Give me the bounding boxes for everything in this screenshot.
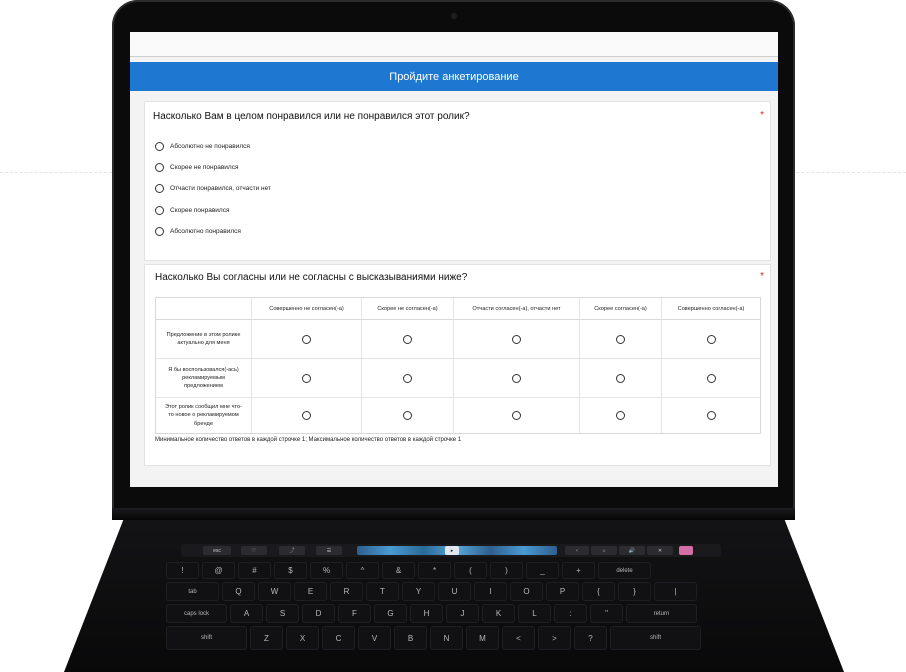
key[interactable]: [382, 562, 415, 579]
column-header: Совершенно согласен(-а): [662, 298, 760, 320]
key-label: &: [395, 566, 402, 575]
key[interactable]: [230, 604, 263, 623]
column-header: Скорее согласен(-а): [580, 298, 662, 320]
key-label: @: [214, 566, 223, 575]
key[interactable]: [366, 582, 399, 601]
key[interactable]: [446, 604, 479, 623]
key-label: $: [288, 566, 293, 575]
key-label: (: [469, 566, 472, 575]
brightness-icon[interactable]: ☼: [591, 546, 617, 555]
radio-button[interactable]: [403, 374, 412, 383]
key-label: W: [270, 587, 279, 596]
key[interactable]: [510, 582, 543, 601]
radio-button[interactable]: [707, 335, 716, 344]
key[interactable]: [610, 626, 701, 650]
radio-button[interactable]: [707, 374, 716, 383]
radio-button[interactable]: [155, 206, 164, 215]
option-label: Абсолютно понравился: [170, 228, 241, 235]
matrix-cell[interactable]: [362, 398, 454, 433]
key-label: _: [540, 566, 545, 575]
survey-banner: [130, 62, 778, 91]
key[interactable]: [166, 582, 219, 601]
key-label: F: [352, 609, 357, 618]
key-label: *: [432, 566, 437, 575]
key[interactable]: [474, 582, 507, 601]
key-label: |: [674, 587, 677, 596]
matrix-cell[interactable]: [252, 359, 362, 398]
key[interactable]: [310, 562, 343, 579]
row-label: Я бы воспользовался(-ась) рекламируемым предложением: [156, 359, 252, 398]
matrix-cell[interactable]: [580, 320, 662, 359]
key[interactable]: [554, 604, 587, 623]
decorative-dashes-left: [0, 172, 112, 174]
key[interactable]: [466, 626, 499, 650]
key-label: shift: [200, 635, 212, 641]
key[interactable]: [538, 626, 571, 650]
key[interactable]: [374, 604, 407, 623]
radio-option[interactable]: [155, 206, 229, 215]
key-label: ": [605, 609, 608, 618]
key[interactable]: [546, 582, 579, 601]
key[interactable]: [618, 582, 651, 601]
key-label: L: [532, 609, 537, 618]
radio-button[interactable]: [512, 335, 521, 344]
volume-icon[interactable]: 🔊: [619, 546, 645, 555]
matrix-cell[interactable]: [454, 359, 580, 398]
key-label: G: [387, 609, 394, 618]
key[interactable]: [402, 582, 435, 601]
key-label: M: [479, 633, 486, 643]
mute-icon[interactable]: ✕: [647, 546, 673, 555]
key[interactable]: [222, 582, 255, 601]
chevron-left-icon[interactable]: ‹: [565, 546, 589, 555]
key[interactable]: [482, 604, 515, 623]
matrix-cell[interactable]: [662, 359, 760, 398]
key-label: C: [335, 633, 342, 643]
key[interactable]: [274, 562, 307, 579]
key-label: ?: [588, 633, 593, 643]
key-label: P: [559, 587, 566, 596]
question-card-2: [144, 264, 771, 466]
matrix-grid: [155, 297, 761, 434]
radio-button[interactable]: [155, 227, 164, 236]
radio-button[interactable]: [302, 411, 311, 420]
menu-icon[interactable]: ☰: [316, 546, 342, 555]
key[interactable]: [202, 562, 235, 579]
option-label: Скорее понравился: [170, 207, 230, 214]
key-label: ): [505, 566, 508, 575]
key-label: R: [343, 587, 350, 596]
matrix-cell[interactable]: [362, 320, 454, 359]
camera-icon: [451, 13, 457, 19]
key[interactable]: [562, 562, 595, 579]
key[interactable]: [322, 626, 355, 650]
column-header: Совершенно не согласен(-а): [252, 298, 362, 320]
decorative-dashes-right: [796, 172, 906, 174]
radio-button[interactable]: [707, 411, 716, 420]
key[interactable]: [294, 582, 327, 601]
radio-button[interactable]: [512, 411, 521, 420]
radio-option[interactable]: [155, 163, 239, 172]
key-label: D: [315, 609, 322, 618]
matrix-corner: [156, 298, 252, 320]
key[interactable]: [250, 626, 283, 650]
key[interactable]: [338, 604, 371, 623]
key-label: A: [243, 609, 250, 618]
key[interactable]: [526, 562, 559, 579]
key-label: N: [443, 633, 450, 643]
key-label: delete: [616, 567, 633, 574]
key-label: B: [407, 633, 414, 643]
key-label: Y: [415, 587, 422, 596]
key[interactable]: [490, 562, 523, 579]
key-label: >: [552, 633, 557, 643]
question-card-1: [144, 101, 771, 261]
key[interactable]: [438, 582, 471, 601]
radio-option[interactable]: [155, 184, 271, 193]
radio-button[interactable]: [155, 184, 164, 193]
touch-bar: [181, 544, 721, 557]
key[interactable]: [166, 626, 247, 650]
key[interactable]: [302, 604, 335, 623]
key-label: !: [181, 566, 184, 575]
key-label: #: [252, 566, 257, 575]
play-icon[interactable]: ▸: [445, 546, 459, 555]
key[interactable]: [166, 604, 227, 623]
key-label: Z: [264, 633, 269, 643]
key-label: E: [307, 587, 314, 596]
row-label: Этот ролик сообщил мне что-то новое о рекламируемом бренде: [156, 398, 252, 433]
radio-button[interactable]: [155, 163, 164, 172]
option-label: Абсолютно не понравился: [170, 143, 250, 150]
key[interactable]: [518, 604, 551, 623]
key[interactable]: [598, 562, 651, 579]
required-mark: *: [760, 110, 764, 121]
key-label: V: [371, 633, 378, 643]
radio-button[interactable]: [302, 374, 311, 383]
matrix-cell[interactable]: [454, 398, 580, 433]
key-label: caps lock: [183, 610, 209, 617]
required-mark: *: [760, 271, 764, 282]
radio-button[interactable]: [403, 335, 412, 344]
key-label: ^: [360, 566, 365, 575]
radio-option[interactable]: [155, 227, 241, 236]
key-label: %: [322, 566, 331, 575]
matrix-cell[interactable]: [580, 398, 662, 433]
key-label: tab: [188, 588, 197, 595]
key[interactable]: [574, 626, 607, 650]
radio-button[interactable]: [512, 374, 521, 383]
key[interactable]: [286, 626, 319, 650]
key-label: Q: [235, 587, 242, 596]
key[interactable]: [238, 562, 271, 579]
radio-option[interactable]: [155, 142, 250, 151]
key[interactable]: [266, 604, 299, 623]
matrix-cell[interactable]: [362, 359, 454, 398]
radio-button[interactable]: [403, 411, 412, 420]
key[interactable]: [418, 562, 451, 579]
key[interactable]: [430, 626, 463, 650]
radio-button[interactable]: [616, 335, 625, 344]
key-label: H: [423, 609, 430, 618]
key-label: +: [576, 566, 581, 575]
matrix-cell[interactable]: [580, 359, 662, 398]
key-label: X: [299, 633, 306, 643]
radio-button[interactable]: [616, 374, 625, 383]
siri-icon[interactable]: [679, 546, 693, 555]
key[interactable]: [454, 562, 487, 579]
row-label: Предложение в этом ролике актуально для меня: [156, 320, 252, 359]
key[interactable]: [410, 604, 443, 623]
matrix-cell[interactable]: [252, 398, 362, 433]
key-label: S: [279, 609, 286, 618]
matrix-cell[interactable]: [662, 320, 760, 359]
key-label: I: [489, 587, 492, 596]
option-label: Скорее не понравился: [170, 164, 239, 171]
laptop-hinge: [112, 508, 795, 520]
key-label: {: [597, 587, 600, 596]
question-title: Насколько Вы согласны или не согласны с высказываниями ниже?: [155, 272, 468, 283]
banner-title: Пройдите анкетирование: [389, 70, 519, 83]
matrix-cell[interactable]: [662, 398, 760, 433]
matrix-cell[interactable]: [454, 320, 580, 359]
key[interactable]: [654, 582, 697, 601]
question-title: Насколько Вам в целом понравился или не понравился этот ролик?: [153, 111, 470, 122]
option-label: Отчасти понравился, отчасти нет: [170, 185, 271, 192]
key[interactable]: [166, 562, 199, 579]
column-header: Скорее не согласен(-а): [362, 298, 454, 320]
radio-button[interactable]: [302, 335, 311, 344]
key-label: shift: [649, 635, 661, 641]
answer-limit-note: Минимальное количество ответов в каждой строчке 1; Максимальное количество ответов в каждой строчке 1: [155, 437, 462, 443]
key-label: O: [523, 587, 530, 596]
key[interactable]: [358, 626, 391, 650]
column-header: Отчасти согласен(-а), отчасти нет: [454, 298, 580, 320]
key-label: K: [495, 609, 502, 618]
key-label: T: [380, 587, 385, 596]
key[interactable]: [582, 582, 615, 601]
share-icon[interactable]: ⤴: [279, 546, 305, 555]
laptop-screen: [130, 32, 778, 487]
key-label: return: [653, 610, 670, 617]
radio-button[interactable]: [616, 411, 625, 420]
key[interactable]: [258, 582, 291, 601]
key-label: J: [460, 609, 465, 618]
key[interactable]: [502, 626, 535, 650]
key[interactable]: [626, 604, 697, 623]
touchbar-esc[interactable]: esc: [203, 546, 231, 555]
key[interactable]: [346, 562, 379, 579]
key-label: :: [569, 609, 572, 618]
matrix-cell[interactable]: [252, 320, 362, 359]
key[interactable]: [330, 582, 363, 601]
page-top-strip: [130, 32, 778, 57]
key-label: <: [516, 633, 521, 643]
key-label: }: [633, 587, 636, 596]
radio-button[interactable]: [155, 142, 164, 151]
heart-icon[interactable]: ♡: [241, 546, 267, 555]
key-label: U: [451, 587, 458, 596]
key[interactable]: [590, 604, 623, 623]
key[interactable]: [394, 626, 427, 650]
